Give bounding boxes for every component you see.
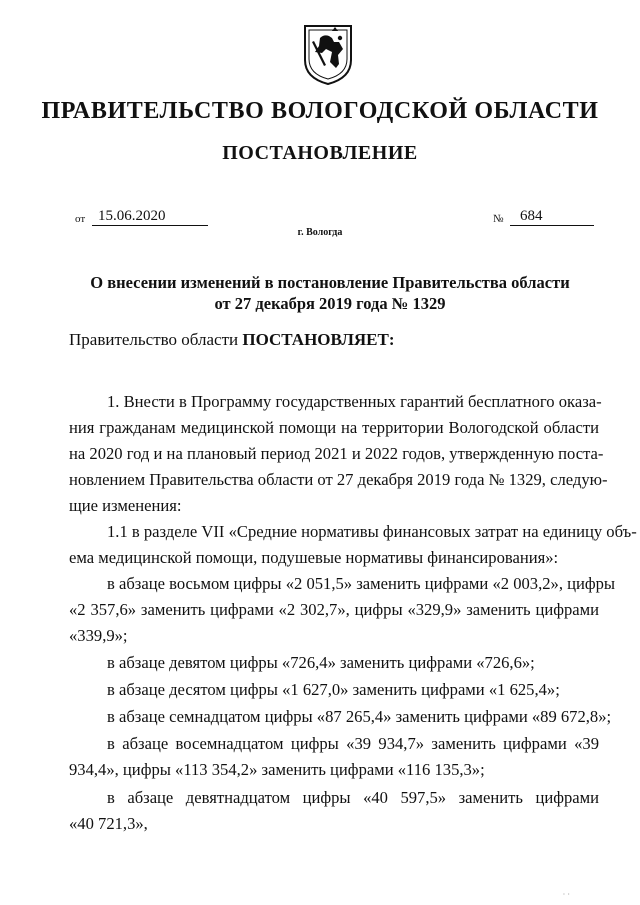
resolves-prefix: Правительство области <box>69 330 243 349</box>
document-subject <box>60 272 600 314</box>
government-title: ПРАВИТЕЛЬСТВО ВОЛОГОДСКОЙ ОБЛАСТИ <box>41 98 599 124</box>
body-line: новлением Правительства области от 27 декабря 2019 года № 1329, следую- <box>69 470 608 489</box>
subject-line-1: О внесении изменений в постановление Правительства области <box>90 273 570 292</box>
date-label: от <box>75 213 86 225</box>
body-line: в абзаце восьмом цифры «2 051,5» заменить цифрами «2 003,2», цифры <box>107 574 616 593</box>
resolves-statement <box>69 330 395 350</box>
number-label: № <box>493 213 504 225</box>
body-line: ния гражданам медицинской помощи на территории Вологодской области <box>69 418 599 437</box>
body-line: 1.1 в разделе VII «Средние нормативы финансовых затрат на единицу объ- <box>107 522 637 541</box>
body-line: ема медицинской помощи, подушевые нормативы финансирования»: <box>69 548 559 567</box>
date-value: 15.06.2020 <box>92 208 208 226</box>
number-value: 684 <box>510 208 594 226</box>
resolves-verb: ПОСТАНОВЛЯЕТ: <box>242 330 395 349</box>
body-line: в абзаце десятом цифры «1 627,0» заменить цифрами «1 625,4»; <box>107 680 560 699</box>
body-line: в абзаце восемнадцатом цифры «39 934,7» заменить цифрами «39 <box>107 734 599 753</box>
coat-of-arms-emblem <box>302 22 354 86</box>
city-label: г. Вологда <box>297 227 343 238</box>
body-line: щие изменения: <box>69 496 182 515</box>
body-line: 1. Внести в Программу государственных гарантий бесплатного оказа- <box>107 392 602 411</box>
body-line: «40 721,3», <box>69 814 148 833</box>
document-type-title: ПОСТАНОВЛЕНИЕ <box>222 142 418 164</box>
body-line: на 2020 год и на плановый период 2021 и 2022 годов, утвержденную поста- <box>69 444 604 463</box>
body-line: 934,4», цифры «113 354,2» заменить цифрами «116 135,3»; <box>69 760 485 779</box>
scan-mark: · · <box>562 890 570 899</box>
body-line: «339,9»; <box>69 626 128 645</box>
subject-line-2: от 27 декабря 2019 года № 1329 <box>214 294 446 313</box>
body-line: «2 357,6» заменить цифрами «2 302,7», цифры «329,9» заменить цифрами <box>69 600 599 619</box>
body-line: в абзаце девятом цифры «726,4» заменить цифрами «726,6»; <box>107 653 535 672</box>
body-line: в абзаце девятнадцатом цифры «40 597,5» заменить цифрами <box>107 788 599 807</box>
body-line: в абзаце семнадцатом цифры «87 265,4» заменить цифрами «89 672,8»; <box>107 707 612 726</box>
